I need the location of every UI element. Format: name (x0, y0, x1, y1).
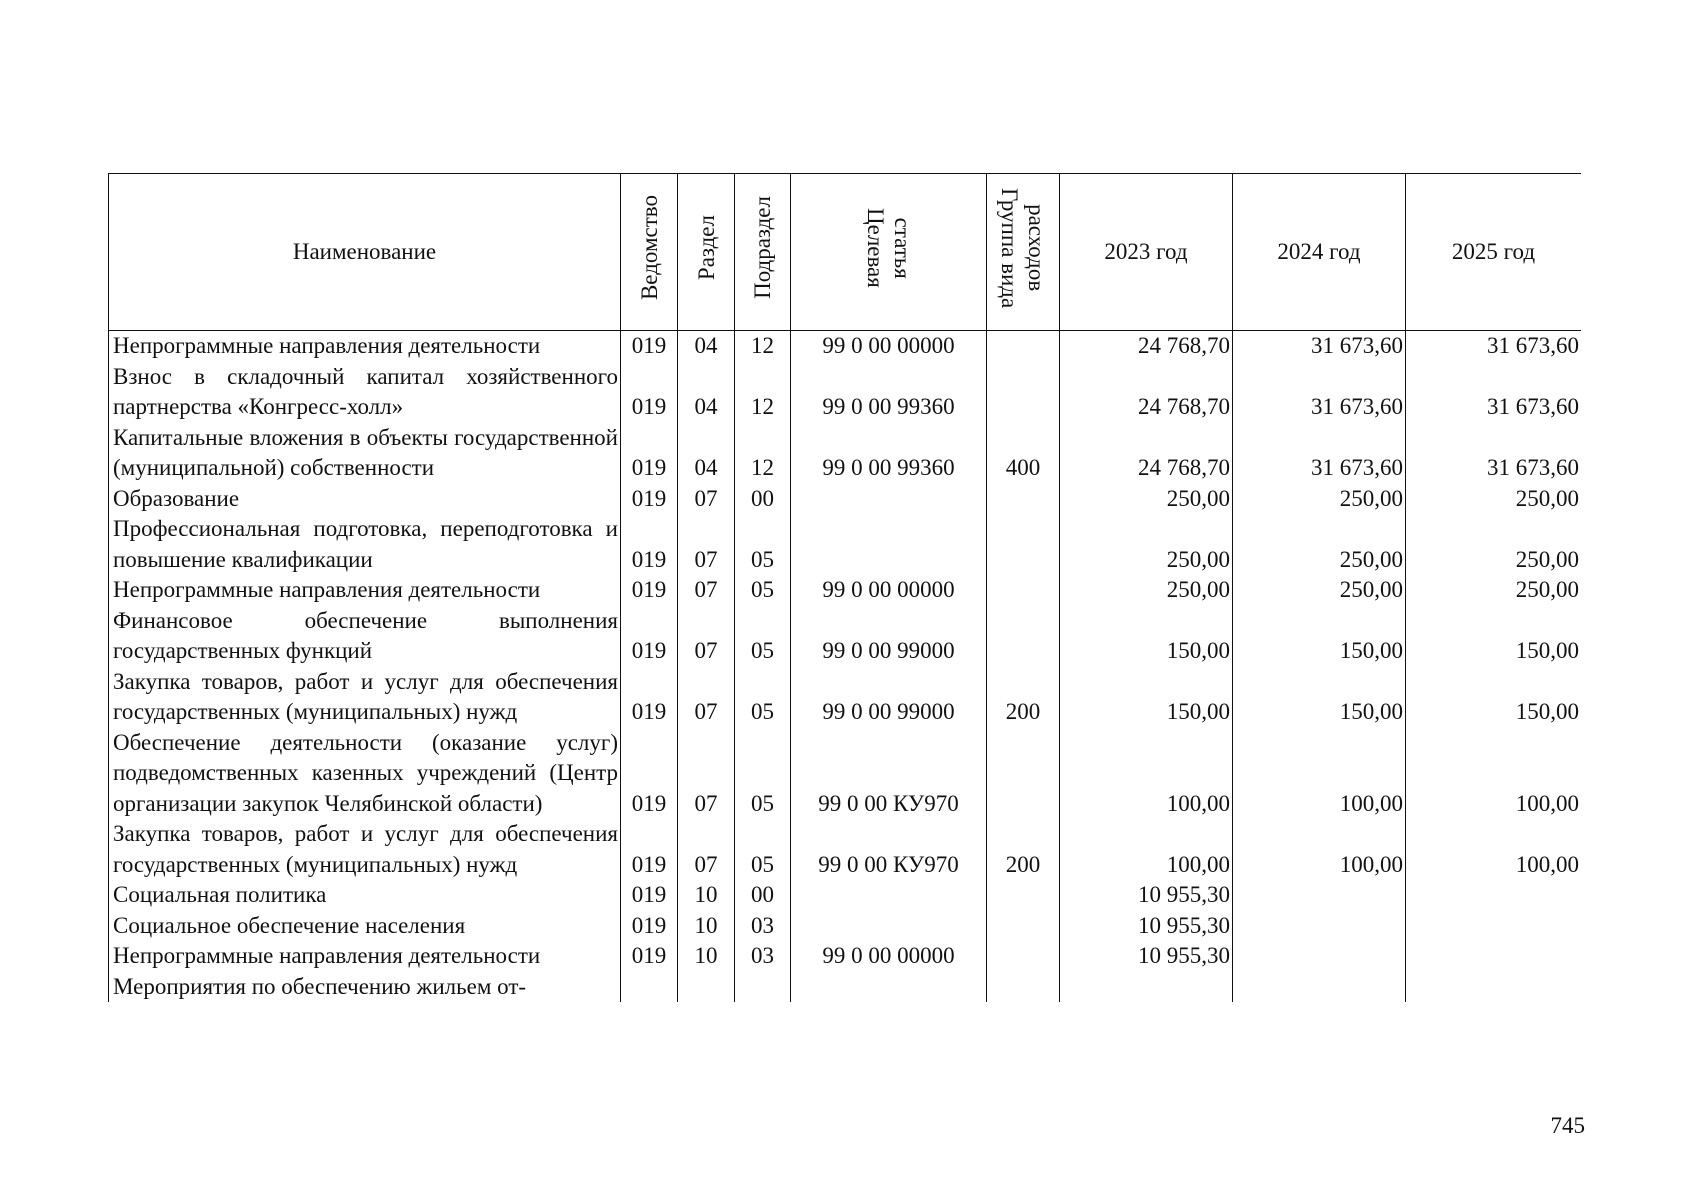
cell-name: Взнос в складочный капитал хозяйственного партнерства «Конгресс-холл» (109, 362, 621, 423)
cell-razdel: 04 (678, 423, 735, 484)
cell-vedomstvo: 019 (621, 880, 678, 911)
cell-vedomstvo: 019 (621, 484, 678, 515)
header-celevaya-statya: Целевая статья (791, 174, 987, 331)
cell-2024: 250,00 (1233, 575, 1406, 606)
cell-vedomstvo: 019 (621, 911, 678, 942)
table-row (109, 514, 1582, 575)
cell-razdel: 10 (678, 911, 735, 942)
cell-gruppa (987, 972, 1060, 1003)
cell-name: Непрограммные направления деятельности (109, 941, 621, 972)
header-2023: 2023 год (1060, 174, 1233, 331)
cell-gruppa (987, 911, 1060, 942)
cell-podrazdel: 12 (735, 331, 791, 362)
table-body (109, 331, 1582, 1003)
header-name: Наименование (109, 174, 621, 331)
cell-vedomstvo: 019 (621, 728, 678, 820)
header-vedomstvo: Ведомство (621, 174, 678, 331)
cell-2025: 250,00 (1406, 514, 1582, 575)
cell-vedomstvo: 019 (621, 819, 678, 880)
cell-2024: 250,00 (1233, 514, 1406, 575)
table-row (109, 606, 1582, 667)
cell-2024: 150,00 (1233, 606, 1406, 667)
header-2025: 2025 год (1406, 174, 1582, 331)
cell-2025: 150,00 (1406, 606, 1582, 667)
cell-gruppa: 200 (987, 667, 1060, 728)
cell-2024: 100,00 (1233, 728, 1406, 820)
cell-podrazdel: 12 (735, 362, 791, 423)
cell-vedomstvo: 019 (621, 362, 678, 423)
table-header-row (109, 174, 1582, 331)
cell-2024: 31 673,60 (1233, 331, 1406, 362)
cell-name: Обеспечение деятельности (оказание услуг) подведомственных казенных учреждений (Центр организации закупок Челябинской области) (109, 728, 621, 820)
cell-celevaya-statya: 99 0 00 00000 (791, 331, 987, 362)
cell-razdel (678, 972, 735, 1003)
budget-table (108, 173, 1581, 1002)
cell-podrazdel: 03 (735, 941, 791, 972)
cell-name: Социальная политика (109, 880, 621, 911)
cell-celevaya-statya: 99 0 00 99360 (791, 362, 987, 423)
cell-2023: 150,00 (1060, 667, 1233, 728)
cell-2025: 100,00 (1406, 728, 1582, 820)
cell-2023: 24 768,70 (1060, 331, 1233, 362)
cell-razdel: 07 (678, 728, 735, 820)
cell-2025: 31 673,60 (1406, 362, 1582, 423)
cell-podrazdel: 00 (735, 880, 791, 911)
cell-razdel: 07 (678, 575, 735, 606)
cell-2023: 10 955,30 (1060, 880, 1233, 911)
cell-2023: 250,00 (1060, 514, 1233, 575)
cell-2023: 100,00 (1060, 819, 1233, 880)
cell-gruppa (987, 362, 1060, 423)
cell-celevaya-statya: 99 0 00 99000 (791, 606, 987, 667)
cell-2023: 250,00 (1060, 484, 1233, 515)
cell-vedomstvo: 019 (621, 606, 678, 667)
table-row (109, 819, 1582, 880)
cell-razdel: 07 (678, 667, 735, 728)
cell-name: Финансовое обеспечение выполнения государственных функций (109, 606, 621, 667)
table-row (109, 484, 1582, 515)
cell-razdel: 07 (678, 819, 735, 880)
cell-podrazdel: 03 (735, 911, 791, 942)
cell-gruppa (987, 575, 1060, 606)
cell-podrazdel: 05 (735, 728, 791, 820)
cell-2023: 150,00 (1060, 606, 1233, 667)
cell-2025: 250,00 (1406, 484, 1582, 515)
cell-gruppa (987, 331, 1060, 362)
cell-celevaya-statya: 99 0 00 00000 (791, 575, 987, 606)
cell-name: Образование (109, 484, 621, 515)
cell-razdel: 04 (678, 362, 735, 423)
cell-gruppa (987, 880, 1060, 911)
cell-podrazdel: 00 (735, 484, 791, 515)
header-2024: 2024 год (1233, 174, 1406, 331)
cell-name: Профессиональная подготовка, переподготовка и повышение квалификации (109, 514, 621, 575)
table-row (109, 362, 1582, 423)
table-row (109, 941, 1582, 972)
cell-2023: 10 955,30 (1060, 911, 1233, 942)
cell-2024: 100,00 (1233, 819, 1406, 880)
cell-vedomstvo: 019 (621, 941, 678, 972)
header-gruppa-vida-rashodov: Группа вида расходов (987, 174, 1060, 331)
cell-gruppa (987, 484, 1060, 515)
cell-2024: 150,00 (1233, 667, 1406, 728)
cell-vedomstvo (621, 972, 678, 1003)
cell-vedomstvo: 019 (621, 575, 678, 606)
cell-gruppa (987, 606, 1060, 667)
cell-razdel: 10 (678, 941, 735, 972)
cell-celevaya-statya: 99 0 00 00000 (791, 941, 987, 972)
cell-2023: 100,00 (1060, 728, 1233, 820)
table-row (109, 728, 1582, 820)
cell-celevaya-statya (791, 484, 987, 515)
cell-2025 (1406, 911, 1582, 942)
cell-2024: 31 673,60 (1233, 423, 1406, 484)
header-podrazdel: Подраздел (735, 174, 791, 331)
table-row (109, 911, 1582, 942)
cell-celevaya-statya: 99 0 00 99000 (791, 667, 987, 728)
cell-name: Капитальные вложения в объекты государственной (муниципальной) собственности (109, 423, 621, 484)
cell-celevaya-statya: 99 0 00 КУ970 (791, 728, 987, 820)
cell-2025: 250,00 (1406, 575, 1582, 606)
cell-podrazdel: 12 (735, 423, 791, 484)
cell-celevaya-statya: 99 0 00 99360 (791, 423, 987, 484)
cell-podrazdel: 05 (735, 514, 791, 575)
cell-vedomstvo: 019 (621, 514, 678, 575)
cell-2025: 31 673,60 (1406, 423, 1582, 484)
table-row (109, 880, 1582, 911)
cell-razdel: 10 (678, 880, 735, 911)
cell-razdel: 07 (678, 514, 735, 575)
cell-2024: 250,00 (1233, 484, 1406, 515)
cell-2024 (1233, 941, 1406, 972)
cell-gruppa (987, 941, 1060, 972)
cell-celevaya-statya: 99 0 00 КУ970 (791, 819, 987, 880)
cell-podrazdel: 05 (735, 667, 791, 728)
cell-2023: 250,00 (1060, 575, 1233, 606)
cell-2025: 100,00 (1406, 819, 1582, 880)
cell-2023: 10 955,30 (1060, 941, 1233, 972)
table-row (109, 331, 1582, 362)
cell-podrazdel: 05 (735, 819, 791, 880)
cell-2023: 24 768,70 (1060, 362, 1233, 423)
cell-name: Социальное обеспечение населения (109, 911, 621, 942)
cell-gruppa (987, 514, 1060, 575)
cell-razdel: 07 (678, 484, 735, 515)
cell-celevaya-statya (791, 911, 987, 942)
cell-podrazdel (735, 972, 791, 1003)
cell-name: Закупка товаров, работ и услуг для обеспечения государственных (муниципальных) нужд (109, 667, 621, 728)
cell-gruppa (987, 728, 1060, 820)
cell-2025 (1406, 880, 1582, 911)
cell-razdel: 07 (678, 606, 735, 667)
page-number: 745 (1550, 1113, 1585, 1138)
cell-2024 (1233, 972, 1406, 1003)
cell-2025 (1406, 972, 1582, 1003)
cell-podrazdel: 05 (735, 575, 791, 606)
cell-name: Закупка товаров, работ и услуг для обеспечения государственных (муниципальных) нужд (109, 819, 621, 880)
cell-gruppa: 400 (987, 423, 1060, 484)
cell-2025: 31 673,60 (1406, 331, 1582, 362)
cell-2024 (1233, 911, 1406, 942)
cell-2025 (1406, 941, 1582, 972)
cell-name: Мероприятия по обеспечению жильем от- (109, 972, 621, 1003)
budget-table-wrapper (108, 173, 1581, 1093)
cell-razdel: 04 (678, 331, 735, 362)
cell-podrazdel: 05 (735, 606, 791, 667)
cell-2025: 150,00 (1406, 667, 1582, 728)
cell-2024: 31 673,60 (1233, 362, 1406, 423)
header-razdel: Раздел (678, 174, 735, 331)
cell-vedomstvo: 019 (621, 423, 678, 484)
cell-celevaya-statya (791, 972, 987, 1003)
cell-2024 (1233, 880, 1406, 911)
cell-vedomstvo: 019 (621, 667, 678, 728)
cell-celevaya-statya (791, 880, 987, 911)
table-row (109, 423, 1582, 484)
cell-gruppa: 200 (987, 819, 1060, 880)
table-row (109, 972, 1582, 1003)
cell-name: Непрограммные направления деятельности (109, 575, 621, 606)
table-row (109, 575, 1582, 606)
cell-vedomstvo: 019 (621, 331, 678, 362)
cell-2023: 24 768,70 (1060, 423, 1233, 484)
table-row (109, 667, 1582, 728)
cell-2023 (1060, 972, 1233, 1003)
cell-name: Непрограммные направления деятельности (109, 331, 621, 362)
cell-celevaya-statya (791, 514, 987, 575)
